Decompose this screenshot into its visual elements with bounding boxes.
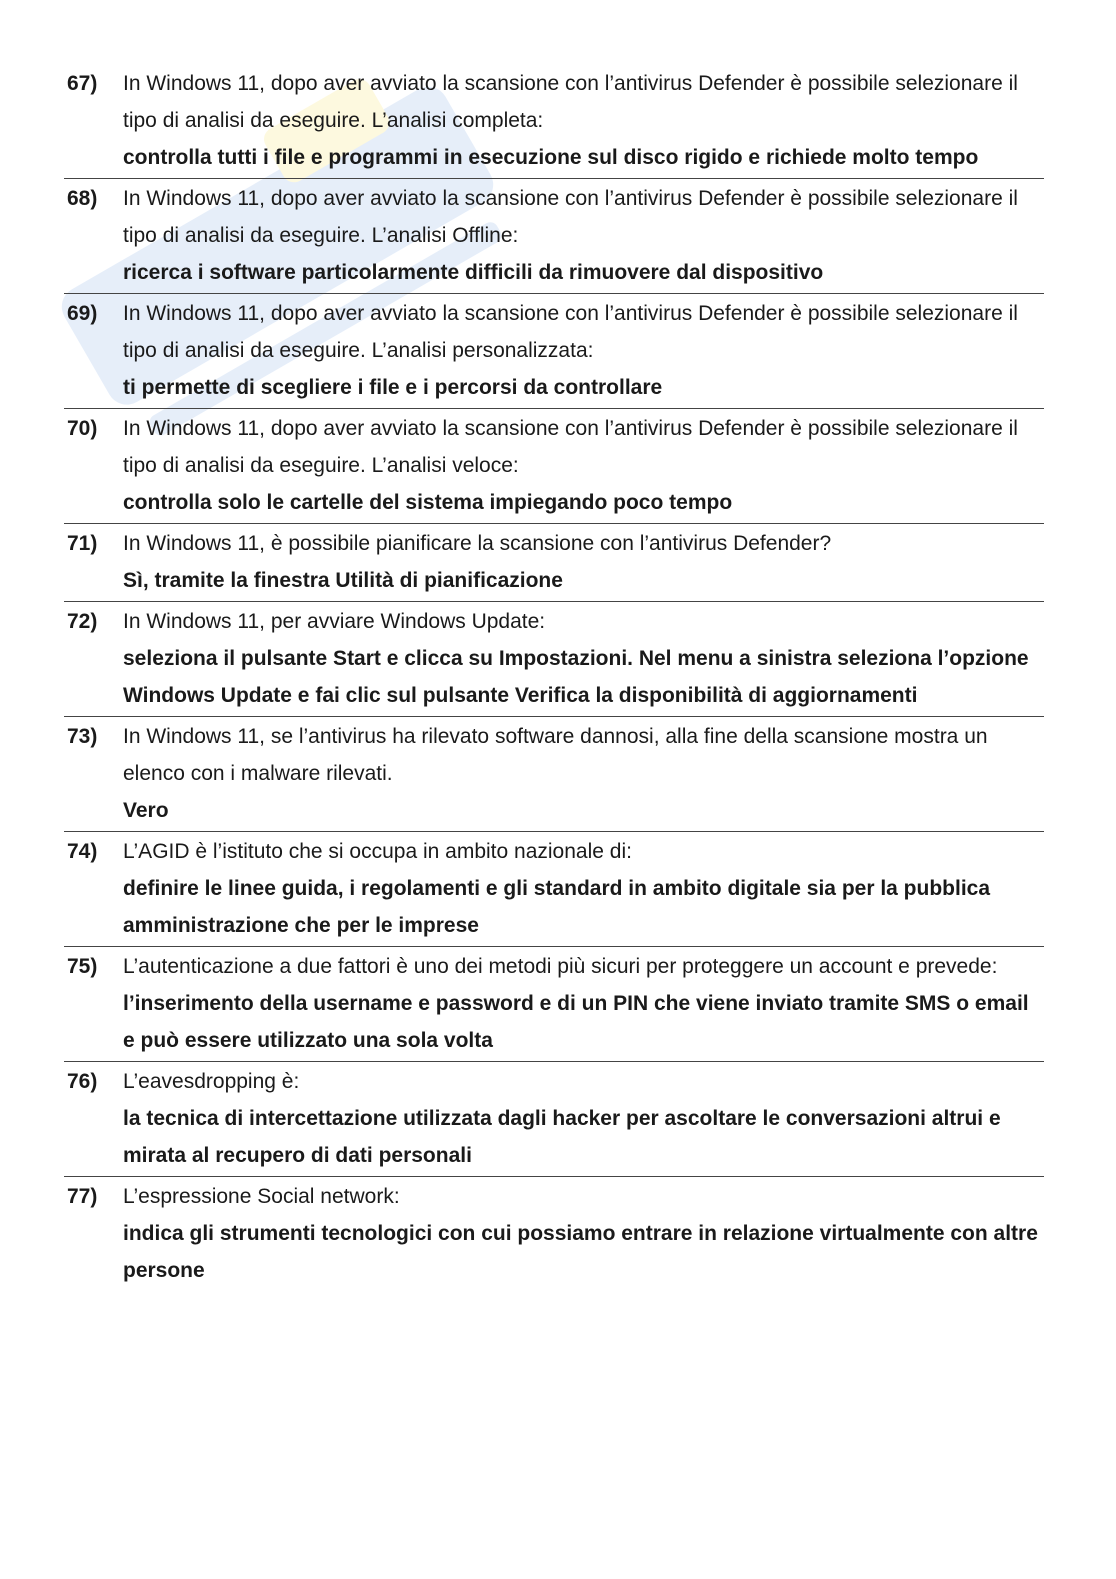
answer-text: definire le linee guida, i regolamenti e gli standard in ambito digitale sia per la pubblica amministrazione che per le imprese (123, 877, 991, 937)
qa-item-73 (64, 717, 1044, 832)
qa-item-70 (64, 409, 1044, 524)
answer-text: Vero (123, 799, 169, 822)
qa-item-67 (64, 64, 1044, 179)
qa-body (123, 1063, 1044, 1174)
qa-item-68 (64, 179, 1044, 294)
question-text: L’AGID è l’istituto che si occupa in ambito nazionale di: (123, 840, 632, 863)
question-text: In Windows 11, dopo aver avviato la scansione con l’antivirus Defender è possibile selezionare il tipo di analisi da eseguire. L’analisi Offline: (123, 187, 1018, 247)
qa-body (123, 603, 1044, 714)
qa-body (123, 295, 1044, 406)
question-text: In Windows 11, dopo aver avviato la scansione con l’antivirus Defender è possibile selezionare il tipo di analisi da eseguire. L’analisi completa: (123, 72, 1018, 132)
question-number: 69) (67, 302, 98, 325)
qa-body (123, 525, 1044, 599)
question-number: 77) (67, 1185, 98, 1208)
question-number: 74) (67, 840, 98, 863)
question-number: 67) (67, 72, 98, 95)
qa-body (123, 833, 1044, 944)
question-text: In Windows 11, se l’antivirus ha rilevato software dannosi, alla fine della scansione mostra un elenco con i malware rilevati. (123, 725, 988, 785)
answer-text: seleziona il pulsante Start e clicca su Impostazioni. Nel menu a sinistra seleziona l’opzione Windows Update e fai clic sul pulsante Verifica la disponibilità di aggiornamenti (123, 647, 1029, 707)
question-text: In Windows 11, per avviare Windows Update: (123, 610, 546, 633)
qa-body (123, 180, 1044, 291)
qa-body (123, 948, 1044, 1059)
qa-item-71 (64, 524, 1044, 602)
qa-item-75 (64, 947, 1044, 1062)
question-number: 76) (67, 1070, 98, 1093)
qa-body (123, 1178, 1044, 1289)
question-text: In Windows 11, dopo aver avviato la scansione con l’antivirus Defender è possibile selezionare il tipo di analisi da eseguire. L’analisi personalizzata: (123, 302, 1018, 362)
question-text: In Windows 11, è possibile pianificare la scansione con l’antivirus Defender? (123, 532, 832, 555)
qa-body (123, 65, 1044, 176)
answer-text: la tecnica di intercettazione utilizzata dagli hacker per ascoltare le conversazioni altrui e mirata al recupero di dati personali (123, 1107, 1001, 1167)
question-text: L’autenticazione a due fattori è uno dei metodi più sicuri per proteggere un account e prevede: (123, 955, 998, 978)
question-text: L’espressione Social network: (123, 1185, 400, 1208)
answer-text: ricerca i software particolarmente difficili da rimuovere dal dispositivo (123, 261, 824, 284)
answer-text: controlla tutti i file e programmi in esecuzione sul disco rigido e richiede molto tempo (123, 146, 979, 169)
answer-text: l’inserimento della username e password e di un PIN che viene inviato tramite SMS o email e può essere utilizzato una sola volta (123, 992, 1029, 1052)
question-number: 71) (67, 532, 98, 555)
answer-text: controlla solo le cartelle del sistema impiegando poco tempo (123, 491, 733, 514)
answer-text: Sì, tramite la finestra Utilità di pianificazione (123, 569, 563, 592)
qa-list (64, 64, 1044, 1291)
question-number: 68) (67, 187, 98, 210)
question-number: 75) (67, 955, 98, 978)
qa-item-69 (64, 294, 1044, 409)
qa-body (123, 718, 1044, 829)
answer-text: indica gli strumenti tecnologici con cui possiamo entrare in relazione virtualmente con altre persone (123, 1222, 1038, 1282)
question-number: 70) (67, 417, 98, 440)
qa-item-74 (64, 832, 1044, 947)
qa-body (123, 410, 1044, 521)
question-number: 72) (67, 610, 98, 633)
question-text: In Windows 11, dopo aver avviato la scansione con l’antivirus Defender è possibile selezionare il tipo di analisi da eseguire. L’analisi veloce: (123, 417, 1018, 477)
qa-item-77 (64, 1177, 1044, 1291)
qa-item-76 (64, 1062, 1044, 1177)
question-number: 73) (67, 725, 98, 748)
question-text: L’eavesdropping è: (123, 1070, 300, 1093)
qa-item-72 (64, 602, 1044, 717)
answer-text: ti permette di scegliere i file e i percorsi da controllare (123, 376, 663, 399)
